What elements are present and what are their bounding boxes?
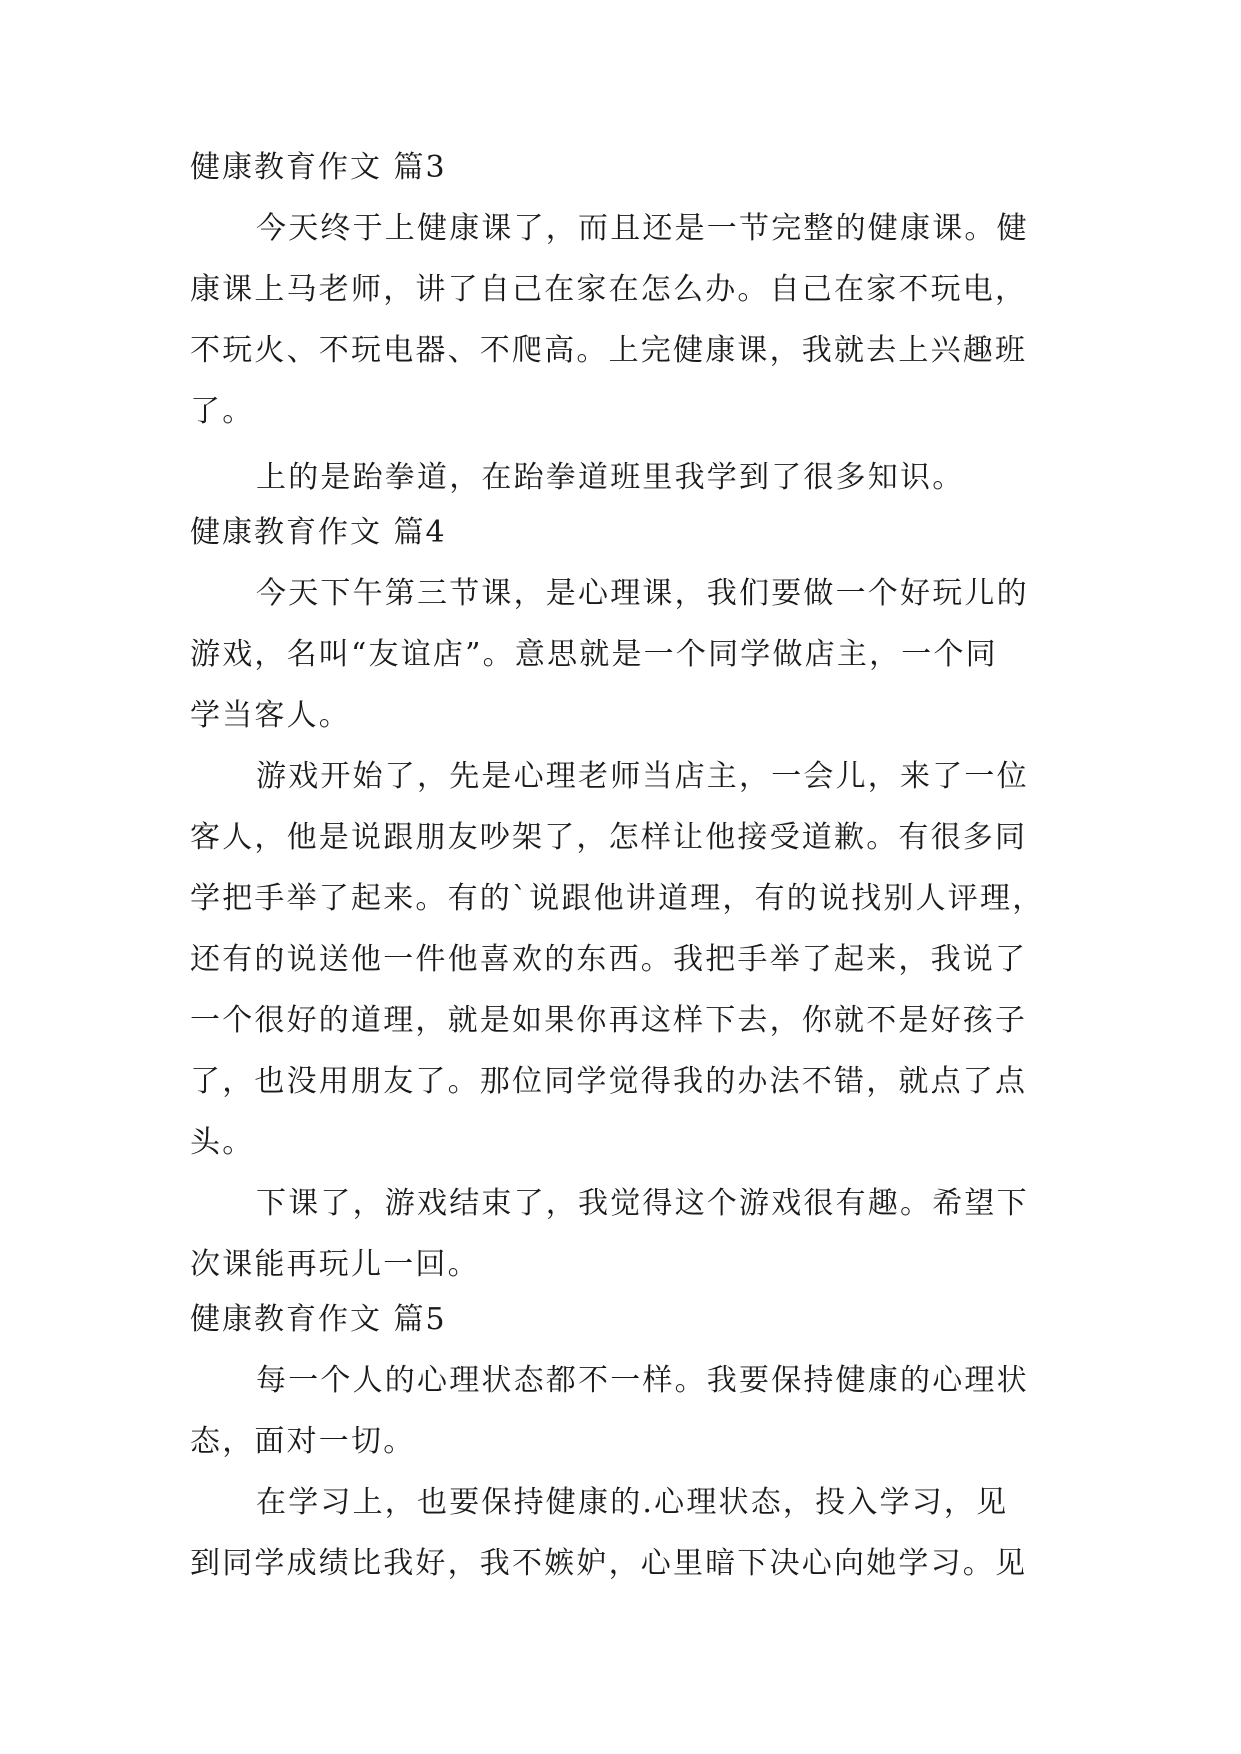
paragraph-line: 次课能再玩儿一回。: [190, 1247, 480, 1282]
paragraph-line: 今天终于上健康课了，而且还是一节完整的健康课。健: [256, 211, 1029, 246]
paragraph-line: 学把手举了起来。有的`说跟他讲道理，有的说找别人评理，: [190, 881, 1045, 916]
paragraph-line: 今天下午第三节课，是心理课，我们要做一个好玩儿的: [256, 576, 1029, 611]
paragraph-line: 下课了，游戏结束了，我觉得这个游戏很有趣。希望下: [256, 1186, 1029, 1221]
paragraph-line: 头。: [190, 1125, 255, 1160]
section-heading-5: 健康教育作文 篇5: [190, 1302, 447, 1337]
paragraph-line: 还有的说送他一件他喜欢的东西。我把手举了起来，我说了: [190, 942, 1028, 977]
paragraph-line: 学当客人。: [190, 698, 351, 733]
paragraph-line: 游戏，名叫“友谊店”。意思就是一个同学做店主，一个同: [190, 637, 998, 672]
paragraph-line: 客人，他是说跟朋友吵架了，怎样让他接受道歉。有很多同: [190, 820, 1028, 855]
paragraph-line: 态，面对一切。: [190, 1424, 416, 1459]
paragraph-line: 每一个人的心理状态都不一样。我要保持健康的心理状: [256, 1363, 1029, 1398]
paragraph-line: 一个很好的道理，就是如果你再这样下去，你就不是好孩子: [190, 1003, 1028, 1038]
section-heading-4: 健康教育作文 篇4: [190, 515, 447, 550]
paragraph-line: 到同学成绩比我好，我不嫉妒，心里暗下决心向她学习。见: [190, 1546, 1028, 1581]
section-heading-3: 健康教育作文 篇3: [190, 150, 447, 185]
paragraph-line: 康课上马老师，讲了自己在家在怎么办。自己在家不玩电，: [190, 272, 1028, 307]
paragraph-line: 游戏开始了，先是心理老师当店主，一会儿，来了一位: [256, 759, 1029, 794]
paragraph-line: 在学习上，也要保持健康的.心理状态，投入学习，见: [256, 1485, 1009, 1520]
paragraph-line: 了。: [190, 394, 255, 429]
paragraph-line: 不玩火、不玩电器、不爬高。上完健康课，我就去上兴趣班: [190, 333, 1028, 368]
paragraph-line: 了，也没用朋友了。那位同学觉得我的办法不错，就点了点: [190, 1064, 1028, 1099]
paragraph-line: 上的是跆拳道，在跆拳道班里我学到了很多知识。: [256, 460, 965, 495]
